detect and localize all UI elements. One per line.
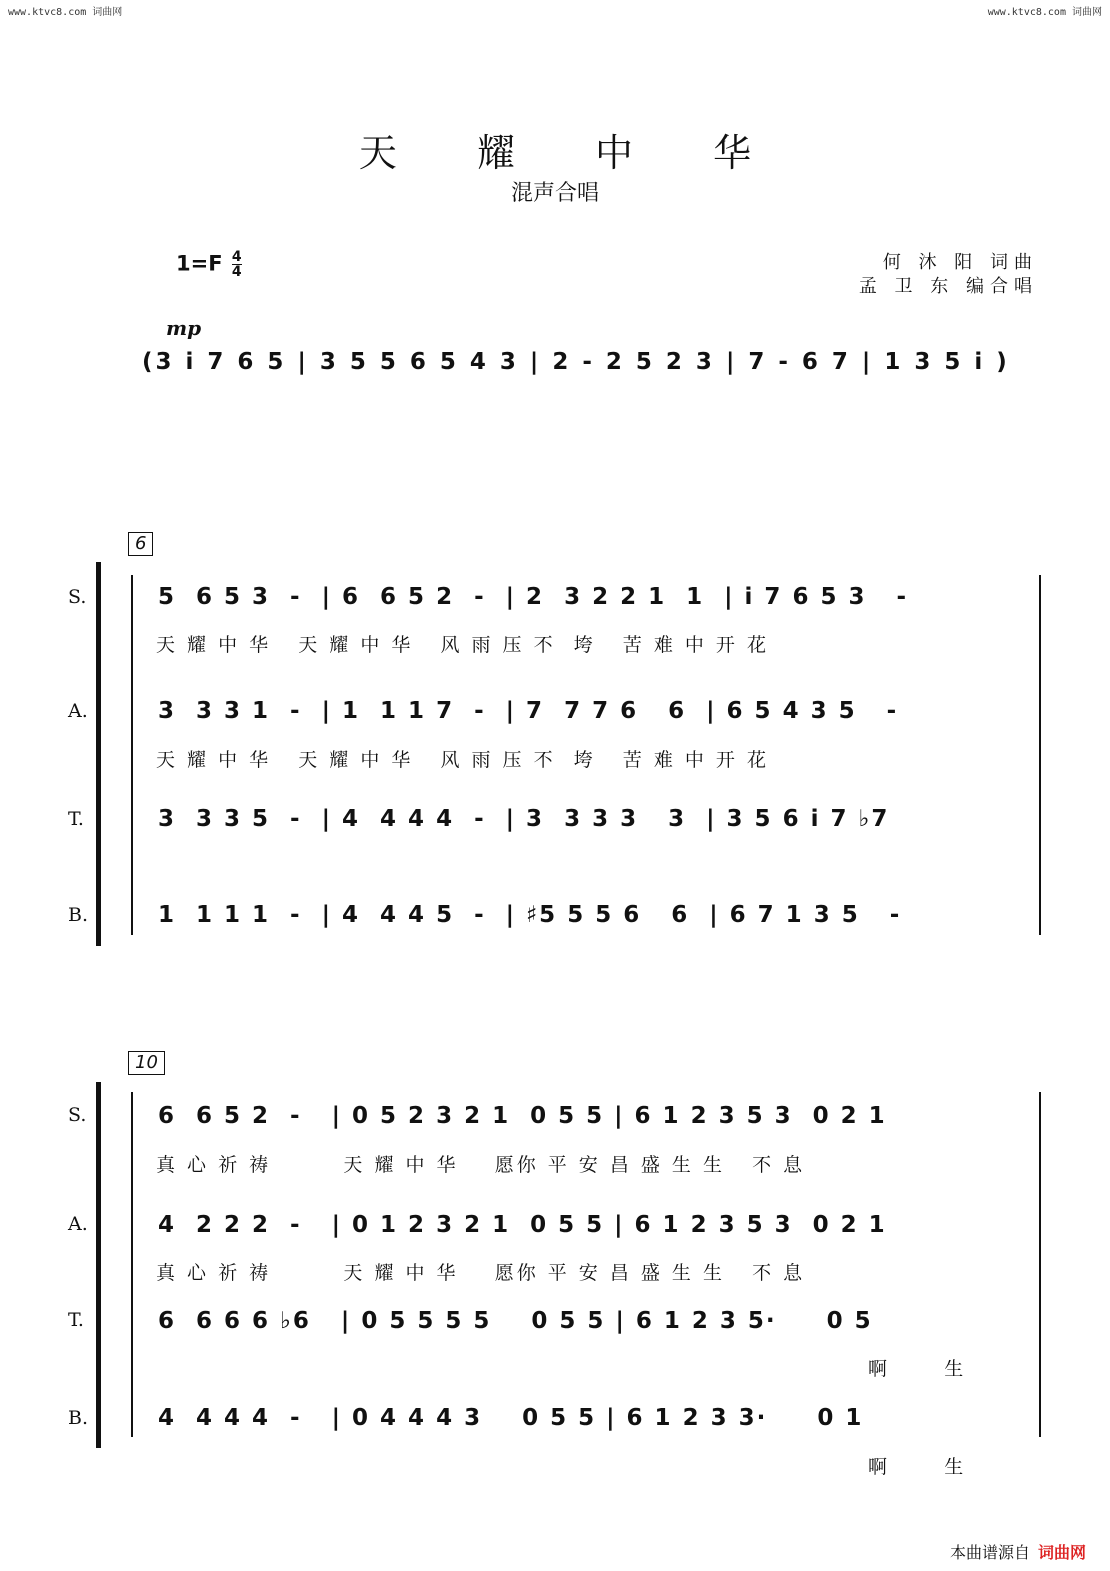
bass-lyrics-2: 啊 生 [868,1456,967,1478]
part-label-alto: A. [68,700,88,722]
part-label-bass-2: B. [68,1407,89,1429]
system2-brace [96,1082,107,1448]
bass-notes-1: 1 1 1 1 - | 4 4 4 5 - | ♯5 5 5 6 6 | 6 7 1 3 5 - [158,902,902,928]
key-text: 1=F [176,251,223,276]
bass-notes-2: 4 4 4 4 - | 0 4 4 4 3 0 5 5 | 6 1 2 3 3· 0 1 [158,1405,864,1431]
time-bottom: 4 [231,264,242,280]
system2-end-bar [1039,1092,1041,1437]
measure-number-6: 6 [128,532,153,556]
time-top: 4 [231,249,242,265]
watermark-right: www.ktvc8.com 词曲网 [987,7,1102,18]
dynamic-mark: mp [166,316,202,340]
watermark-left: www.ktvc8.com 词曲网 [8,7,123,18]
tenor-lyrics-2: 啊 生 [868,1358,967,1380]
soprano-notes-2: 6 6 5 2 - | 0 5 2 3 2 1 0 5 5 | 6 1 2 3 5 3 0 2 1 [158,1103,887,1129]
alto-notes-2: 4 2 2 2 - | 0 1 2 3 2 1 0 5 5 | 6 1 2 3 5 3 0 2 1 [158,1212,887,1238]
part-label-tenor-2: T. [68,1309,84,1331]
measure-number-10: 10 [128,1051,165,1075]
part-label-soprano: S. [68,586,87,608]
part-label-alto-2: A. [68,1213,88,1235]
footer-brand-link[interactable]: 词曲网 [1037,1543,1086,1562]
credit-arranger: 孟 卫 东 编合唱 [858,276,1038,297]
system1-end-bar [1039,575,1041,935]
system1-start-bar [131,575,133,935]
score-title: 天 耀 中 华 [358,131,786,175]
intro-line: (3 i 7 6 5 | 3 5 5 6 5 4 3 | 2 - 2 5 2 3 | 7 - 6 7 | 1 3 5 i ) [142,349,1010,375]
footer-text: 本曲谱源自 [949,1543,1030,1562]
score-subtitle: 混声合唱 [510,181,599,206]
footer [950,1540,1086,1563]
key-signature [176,250,242,279]
tenor-notes-1: 3 3 3 5 - | 4 4 4 4 - | 3 3 3 3 3 | 3 5 6 i 7 ♭7 [158,806,890,832]
system2-start-bar [131,1092,133,1437]
alto-notes-1: 3 3 3 1 - | 1 1 1 7 - | 7 7 7 6 6 | 6 5 4 3 5 - [158,698,899,724]
part-label-soprano-2: S. [68,1104,87,1126]
tenor-notes-2: 6 6 6 6 ♭6 | 0 5 5 5 5 0 5 5 | 6 1 2 3 5· 0 5 [158,1308,873,1334]
part-label-tenor: T. [68,808,84,830]
alto-lyrics-1: 天 耀 中 华 天 耀 中 华 风 雨 压 不 垮 苦 难 中 开 花 [156,749,769,771]
part-label-bass: B. [68,904,89,926]
soprano-notes-1: 5 6 5 3 - | 6 6 5 2 - | 2 3 2 2 1 1 | i 7 6 5 3 - [158,584,909,610]
soprano-lyrics-2: 真 心 祈 祷 天 耀 中 华 愿你 平 安 昌 盛 生 生 不 息 [156,1154,806,1176]
alto-lyrics-2: 真 心 祈 祷 天 耀 中 华 愿你 平 安 昌 盛 生 生 不 息 [156,1262,806,1284]
soprano-lyrics-1: 天 耀 中 华 天 耀 中 华 风 雨 压 不 垮 苦 难 中 开 花 [156,634,769,656]
credit-composer: 何 沐 阳 词曲 [882,252,1038,273]
time-signature [232,250,242,279]
system1-brace [96,562,107,946]
